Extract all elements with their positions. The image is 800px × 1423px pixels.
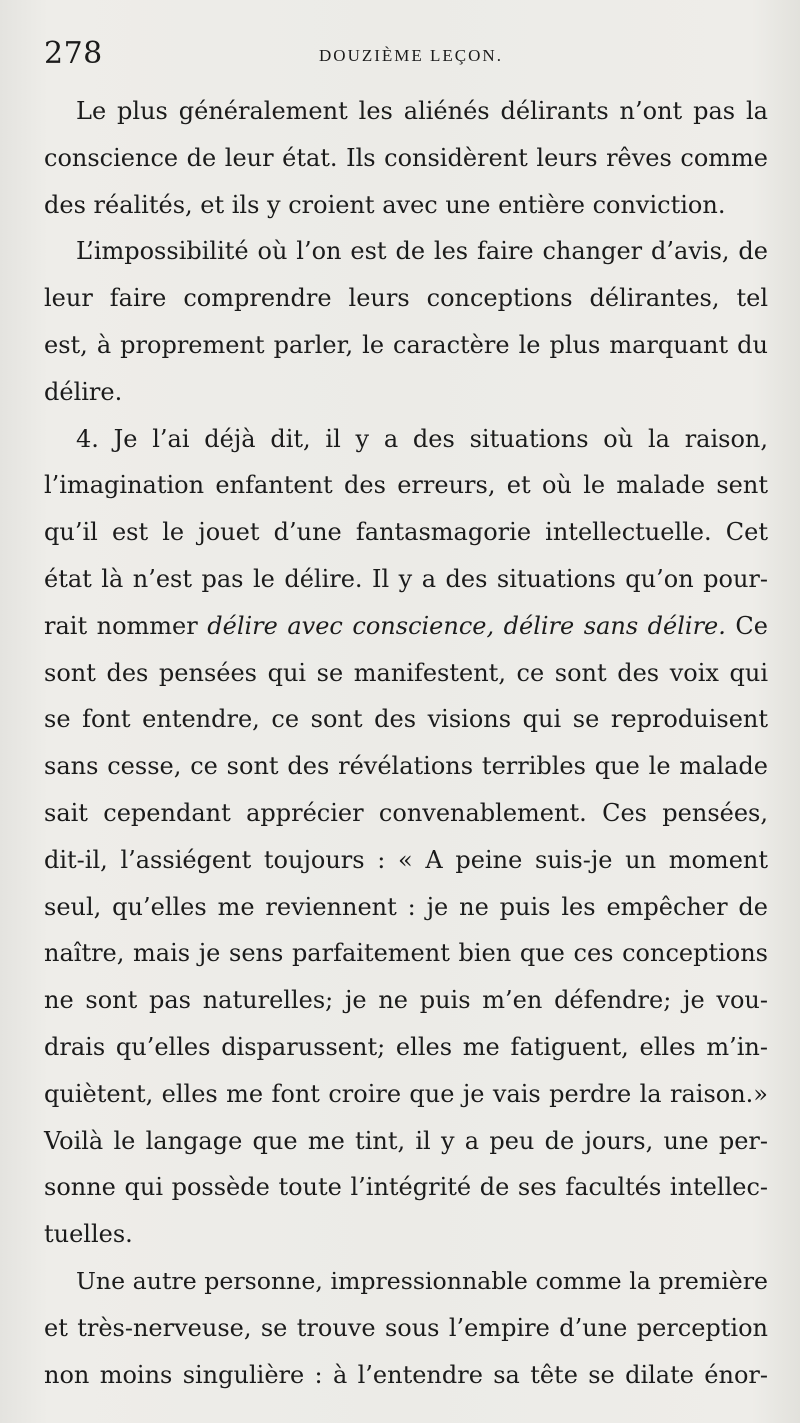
text-line: Le plus généralement les aliénés délirants n’ont pas la <box>76 97 768 125</box>
text-line: dit-il, l’assiégent toujours : « A peine suis-je un moment <box>44 845 768 874</box>
page-number: 278 <box>44 36 103 71</box>
text-line <box>44 603 768 650</box>
text-line: délire. <box>44 377 123 406</box>
text-line: est, à proprement parler, le caractère le plus marquant du <box>44 330 768 359</box>
text-line: qu’il est le jouet d’une fantasmagorie intellectuelle. Cet <box>44 518 768 547</box>
text-line: sait cependant apprécier convenablement. Ces pensées, <box>44 798 768 827</box>
text-line: non moins singulière : à l’entendre sa tête se dilate énor- <box>44 1360 768 1389</box>
page-header <box>44 36 768 76</box>
text-line: leur faire comprendre leurs conceptions délirantes, tel <box>44 284 768 313</box>
page-body-text <box>44 88 768 1398</box>
text-line: drais qu’elles disparussent; elles me fatiguent, elles m’in- <box>44 1032 768 1061</box>
text-line: L’impossibilité où l’on est de les faire changer d’avis, de <box>76 237 768 266</box>
text-line: Voilà le langage que me tint, il y a peu de jours, une per- <box>44 1126 768 1155</box>
text-line: sont des pensées qui se manifestent, ce sont des voix qui <box>44 658 768 687</box>
text-line: quiètent, elles me font croire que je vais perdre la raison.» <box>44 1079 768 1108</box>
italic-phrase: délire avec conscience, délire sans délire. <box>207 611 726 640</box>
text-line: et très-nerveuse, se trouve sous l’empire d’une perception <box>44 1313 768 1342</box>
text-line: Une autre personne, impressionnable comme la première <box>76 1266 768 1295</box>
text-line: sonne qui possède toute l’intégrité de ses facultés intellec- <box>44 1173 768 1202</box>
running-head: DOUZIÈME LEÇON. <box>319 46 503 65</box>
text-line: des réalités, et ils y croient avec une entière conviction. <box>44 190 726 219</box>
text-line: naître, mais je sens parfaitement bien que ces conceptions <box>44 939 768 968</box>
text-line: sans cesse, ce sont des révélations terribles que le malade <box>44 752 768 781</box>
text-line: se font entendre, ce sont des visions qui se reproduisent <box>44 705 768 734</box>
text-line: état là n’est pas le délire. Il y a des situations qu’on pour- <box>44 564 768 593</box>
text-line: seul, qu’elles me reviennent : je ne puis les empêcher de <box>44 892 768 921</box>
text-line: l’imagination enfantent des erreurs, et où le malade sent <box>44 471 768 500</box>
text-line: tuelles. <box>44 1220 133 1249</box>
text-line-segment: rait nommer <box>44 611 208 640</box>
text-line: ne sont pas naturelles; je ne puis m’en défendre; je vou- <box>44 986 768 1015</box>
text-line-segment: Ce <box>725 611 768 640</box>
text-line: 4. Je l’ai déjà dit, il y a des situations où la raison, <box>76 424 768 453</box>
text-line: conscience de leur état. Ils considèrent leurs rêves comme <box>44 143 768 172</box>
